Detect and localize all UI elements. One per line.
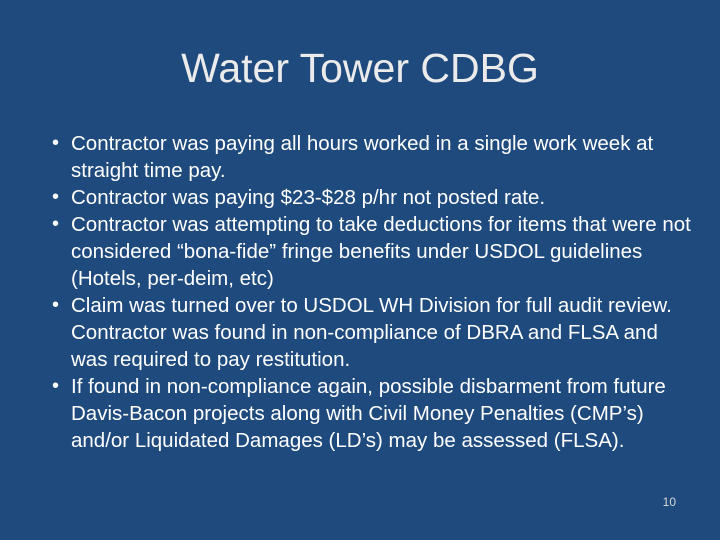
bullet-item [52, 130, 692, 184]
bullet-text: Contractor was paying all hours worked in a single work week at straight time pay. [71, 132, 654, 182]
bullet-text: Contractor was attempting to take deductions for items that were not considered “bona-fide” fringe benefits under USDOL guidelines (Hotels, per-deim, etc) [71, 213, 691, 290]
bullet-dot: • [52, 186, 60, 208]
bullet-dot: • [52, 375, 60, 397]
bullet-text: Claim was turned over to USDOL WH Division for full audit review. Contractor was found in non-compliance of DBRA and FLSA and was required to pay restitution. [71, 294, 672, 371]
bullet-dot: • [52, 132, 60, 154]
bullet-item [52, 292, 692, 373]
bullet-list [52, 130, 692, 454]
bullet-item [52, 373, 692, 454]
bullet-dot: • [52, 213, 60, 235]
bullet-item [52, 211, 692, 292]
slide-title: Water Tower CDBG [181, 45, 539, 91]
bullet-item [52, 184, 692, 211]
bullet-text: If found in non-compliance again, possible disbarment from future Davis-Bacon projects along with Civil Money Penalties (CMP’s) and/or Liquidated Damages (LD’s) may be assessed (FLSA). [71, 375, 666, 452]
bullet-dot: • [52, 294, 60, 316]
bullet-text: Contractor was paying $23-$28 p/hr not posted rate. [71, 186, 546, 209]
page-number: 10 [662, 495, 676, 509]
